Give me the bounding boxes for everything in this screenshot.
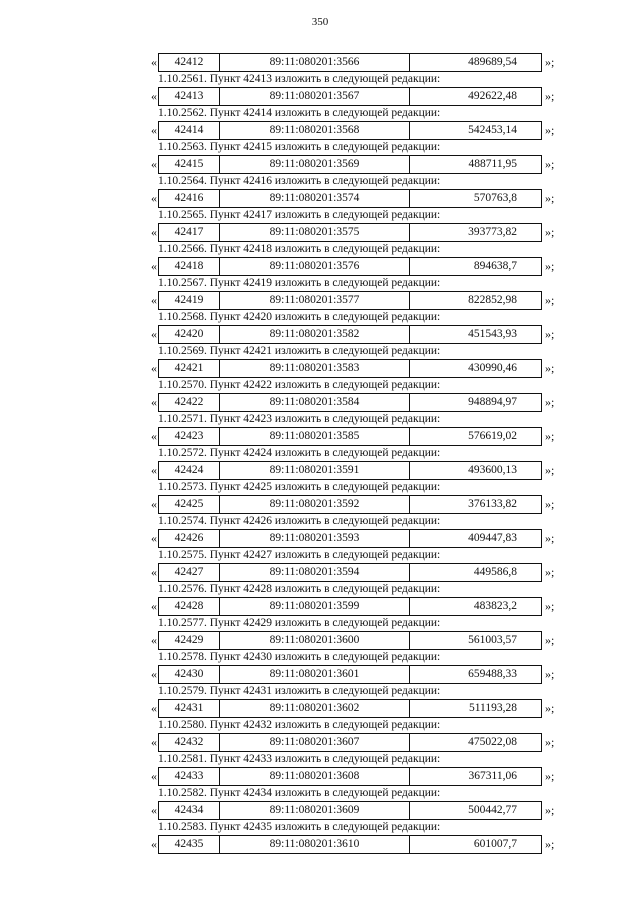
close-quote: »; — [545, 88, 555, 103]
item-number-cell: 42423 — [159, 428, 220, 445]
close-quote: »; — [545, 54, 555, 69]
table-row — [145, 188, 555, 208]
table-row-cells — [158, 495, 542, 514]
table-row-cells — [158, 427, 542, 446]
item-number-cell: 42419 — [159, 292, 220, 309]
table-row — [145, 154, 555, 174]
amendment-paragraph: 1.10.2572. Пункт 42424 изложить в следующей редакции: — [158, 447, 441, 459]
table-row — [145, 290, 555, 310]
cadastral-number-cell: 89:11:080201:3610 — [220, 836, 410, 853]
close-quote: »; — [545, 496, 555, 511]
value-cell: 367311,06 — [468, 770, 517, 782]
item-number-cell: 42424 — [159, 462, 220, 479]
item-number-cell: 42416 — [159, 190, 220, 207]
amendment-paragraph: 1.10.2567. Пункт 42419 изложить в следующей редакции: — [158, 277, 441, 289]
cadastral-number-cell: 89:11:080201:3585 — [220, 428, 410, 445]
table-row — [145, 834, 555, 854]
table-row-cells — [158, 53, 542, 72]
item-number-cell: 42435 — [159, 836, 220, 853]
table-row — [145, 698, 555, 718]
table-row-cells — [158, 529, 542, 548]
item-number-cell: 42421 — [159, 360, 220, 377]
amendment-paragraph: 1.10.2573. Пункт 42425 изложить в следующей редакции: — [158, 481, 441, 493]
value-cell: 822852,98 — [468, 294, 517, 306]
cadastral-number-cell: 89:11:080201:3608 — [220, 768, 410, 785]
close-quote: »; — [545, 768, 555, 783]
value-cell: 376133,82 — [468, 498, 517, 510]
open-quote: « — [151, 734, 157, 749]
value-cell: 500442,77 — [468, 804, 517, 816]
table-row — [145, 732, 555, 752]
value-cell: 451543,93 — [468, 328, 517, 340]
cadastral-number-cell: 89:11:080201:3607 — [220, 734, 410, 751]
table-row — [145, 596, 555, 616]
table-row-cells — [158, 801, 542, 820]
open-quote: « — [151, 394, 157, 409]
open-quote: « — [151, 632, 157, 647]
cadastral-number-cell: 89:11:080201:3566 — [220, 54, 410, 71]
close-quote: »; — [545, 258, 555, 273]
item-number-cell: 42415 — [159, 156, 220, 173]
cadastral-number-cell: 89:11:080201:3583 — [220, 360, 410, 377]
cadastral-number-cell: 89:11:080201:3594 — [220, 564, 410, 581]
close-quote: »; — [545, 598, 555, 613]
page-number: 350 — [311, 16, 329, 28]
table-row — [145, 562, 555, 582]
cadastral-number-cell: 89:11:080201:3569 — [220, 156, 410, 173]
table-row-cells — [158, 291, 542, 310]
item-number-cell: 42433 — [159, 768, 220, 785]
item-number-cell: 42429 — [159, 632, 220, 649]
table-row-cells — [158, 699, 542, 718]
amendment-paragraph: 1.10.2562. Пункт 42414 изложить в следующей редакции: — [158, 107, 441, 119]
cadastral-number-cell: 89:11:080201:3593 — [220, 530, 410, 547]
cadastral-number-cell: 89:11:080201:3582 — [220, 326, 410, 343]
value-cell: 483823,2 — [473, 600, 517, 612]
cadastral-number-cell: 89:11:080201:3575 — [220, 224, 410, 241]
close-quote: »; — [545, 292, 555, 307]
item-number-cell: 42430 — [159, 666, 220, 683]
table-row — [145, 358, 555, 378]
value-cell: 492622,48 — [468, 90, 517, 102]
open-quote: « — [151, 530, 157, 545]
close-quote: »; — [545, 530, 555, 545]
cadastral-number-cell: 89:11:080201:3602 — [220, 700, 410, 717]
open-quote: « — [151, 190, 157, 205]
open-quote: « — [151, 768, 157, 783]
value-cell: 948894,97 — [468, 396, 517, 408]
table-row — [145, 256, 555, 276]
open-quote: « — [151, 122, 157, 137]
amendment-paragraph: 1.10.2579. Пункт 42431 изложить в следующей редакции: — [158, 685, 441, 697]
open-quote: « — [151, 700, 157, 715]
open-quote: « — [151, 496, 157, 511]
table-row — [145, 392, 555, 412]
amendment-paragraph: 1.10.2577. Пункт 42429 изложить в следующей редакции: — [158, 617, 441, 629]
amendment-paragraph: 1.10.2575. Пункт 42427 изложить в следующей редакции: — [158, 549, 441, 561]
open-quote: « — [151, 258, 157, 273]
amendment-paragraph: 1.10.2563. Пункт 42415 изложить в следующей редакции: — [158, 141, 441, 153]
amendment-paragraph: 1.10.2566. Пункт 42418 изложить в следующей редакции: — [158, 243, 441, 255]
close-quote: »; — [545, 394, 555, 409]
close-quote: »; — [545, 666, 555, 681]
cadastral-number-cell: 89:11:080201:3576 — [220, 258, 410, 275]
open-quote: « — [151, 156, 157, 171]
item-number-cell: 42412 — [159, 54, 220, 71]
item-number-cell: 42432 — [159, 734, 220, 751]
table-row-cells — [158, 155, 542, 174]
amendment-paragraph: 1.10.2565. Пункт 42417 изложить в следующей редакции: — [158, 209, 441, 221]
item-number-cell: 42420 — [159, 326, 220, 343]
close-quote: »; — [545, 700, 555, 715]
value-cell: 430990,46 — [468, 362, 517, 374]
amendment-paragraph: 1.10.2561. Пункт 42413 изложить в следующей редакции: — [158, 73, 441, 85]
table-row — [145, 528, 555, 548]
table-row — [145, 766, 555, 786]
amendment-paragraph: 1.10.2576. Пункт 42428 изложить в следующей редакции: — [158, 583, 441, 595]
cadastral-number-cell: 89:11:080201:3601 — [220, 666, 410, 683]
amendment-paragraph: 1.10.2580. Пункт 42432 изложить в следующей редакции: — [158, 719, 441, 731]
close-quote: »; — [545, 326, 555, 341]
amendment-paragraph: 1.10.2564. Пункт 42416 изложить в следующей редакции: — [158, 175, 441, 187]
close-quote: »; — [545, 190, 555, 205]
table-row — [145, 120, 555, 140]
close-quote: »; — [545, 632, 555, 647]
table-row — [145, 494, 555, 514]
open-quote: « — [151, 224, 157, 239]
close-quote: »; — [545, 802, 555, 817]
table-row — [145, 86, 555, 106]
table-row — [145, 664, 555, 684]
close-quote: »; — [545, 428, 555, 443]
cadastral-number-cell: 89:11:080201:3568 — [220, 122, 410, 139]
cadastral-number-cell: 89:11:080201:3599 — [220, 598, 410, 615]
close-quote: »; — [545, 836, 555, 851]
value-cell: 576619,02 — [468, 430, 517, 442]
amendment-paragraph: 1.10.2574. Пункт 42426 изложить в следующей редакции: — [158, 515, 441, 527]
cadastral-number-cell: 89:11:080201:3600 — [220, 632, 410, 649]
table-row-cells — [158, 767, 542, 786]
item-number-cell: 42414 — [159, 122, 220, 139]
value-cell: 570763,8 — [473, 192, 517, 204]
table-row-cells — [158, 189, 542, 208]
item-number-cell: 42418 — [159, 258, 220, 275]
item-number-cell: 42413 — [159, 88, 220, 105]
open-quote: « — [151, 836, 157, 851]
value-cell: 488711,95 — [468, 158, 517, 170]
value-cell: 511193,28 — [468, 702, 517, 714]
item-number-cell: 42431 — [159, 700, 220, 717]
table-row-cells — [158, 257, 542, 276]
close-quote: »; — [545, 122, 555, 137]
close-quote: »; — [545, 224, 555, 239]
amendment-paragraph: 1.10.2571. Пункт 42423 изложить в следующей редакции: — [158, 413, 441, 425]
open-quote: « — [151, 462, 157, 477]
open-quote: « — [151, 88, 157, 103]
cadastral-number-cell: 89:11:080201:3584 — [220, 394, 410, 411]
entries-list — [145, 72, 555, 854]
item-number-cell: 42426 — [159, 530, 220, 547]
open-quote: « — [151, 54, 157, 69]
item-number-cell: 42425 — [159, 496, 220, 513]
value-cell: 542453,14 — [468, 124, 517, 136]
value-cell: 393773,82 — [468, 226, 517, 238]
value-cell: 449586,8 — [473, 566, 517, 578]
table-row — [145, 800, 555, 820]
value-cell: 409447,83 — [468, 532, 517, 544]
open-quote: « — [151, 564, 157, 579]
cadastral-number-cell: 89:11:080201:3609 — [220, 802, 410, 819]
table-row — [145, 324, 555, 344]
table-row-cells — [158, 393, 542, 412]
cadastral-number-cell: 89:11:080201:3577 — [220, 292, 410, 309]
item-number-cell: 42422 — [159, 394, 220, 411]
item-number-cell: 42417 — [159, 224, 220, 241]
value-cell: 659488,33 — [468, 668, 517, 680]
close-quote: »; — [545, 734, 555, 749]
table-row-cells — [158, 121, 542, 140]
table-row — [145, 630, 555, 650]
value-cell: 489689,54 — [468, 56, 517, 68]
table-row — [145, 52, 555, 72]
amendment-paragraph: 1.10.2583. Пункт 42435 изложить в следующей редакции: — [158, 821, 441, 833]
open-quote: « — [151, 326, 157, 341]
cadastral-number-cell: 89:11:080201:3567 — [220, 88, 410, 105]
table-row-cells — [158, 597, 542, 616]
open-quote: « — [151, 360, 157, 375]
value-cell: 493600,13 — [468, 464, 517, 476]
document-body — [145, 52, 555, 854]
table-row-cells — [158, 461, 542, 480]
open-quote: « — [151, 802, 157, 817]
table-row-cells — [158, 563, 542, 582]
value-cell: 561003,57 — [468, 634, 517, 646]
amendment-paragraph: 1.10.2569. Пункт 42421 изложить в следующей редакции: — [158, 345, 441, 357]
table-row-cells — [158, 733, 542, 752]
item-number-cell: 42428 — [159, 598, 220, 615]
table-row-cells — [158, 87, 542, 106]
cadastral-number-cell: 89:11:080201:3592 — [220, 496, 410, 513]
amendment-paragraph: 1.10.2578. Пункт 42430 изложить в следующей редакции: — [158, 651, 441, 663]
close-quote: »; — [545, 462, 555, 477]
table-row-cells — [158, 835, 542, 854]
open-quote: « — [151, 292, 157, 307]
open-quote: « — [151, 666, 157, 681]
open-quote: « — [151, 428, 157, 443]
table-row — [145, 222, 555, 242]
amendment-paragraph: 1.10.2582. Пункт 42434 изложить в следующей редакции: — [158, 787, 441, 799]
close-quote: »; — [545, 564, 555, 579]
table-row-cells — [158, 359, 542, 378]
close-quote: »; — [545, 360, 555, 375]
close-quote: »; — [545, 156, 555, 171]
table-row-cells — [158, 223, 542, 242]
cadastral-number-cell: 89:11:080201:3591 — [220, 462, 410, 479]
value-cell: 475022,08 — [468, 736, 517, 748]
open-quote: « — [151, 598, 157, 613]
table-row-cells — [158, 631, 542, 650]
item-number-cell: 42434 — [159, 802, 220, 819]
amendment-paragraph: 1.10.2570. Пункт 42422 изложить в следующей редакции: — [158, 379, 441, 391]
amendment-paragraph: 1.10.2568. Пункт 42420 изложить в следующей редакции: — [158, 311, 441, 323]
table-row — [145, 426, 555, 446]
table-row-cells — [158, 665, 542, 684]
table-row-cells — [158, 325, 542, 344]
value-cell: 894638,7 — [473, 260, 517, 272]
value-cell: 601007,7 — [473, 838, 517, 850]
cadastral-number-cell: 89:11:080201:3574 — [220, 190, 410, 207]
table-row — [145, 460, 555, 480]
item-number-cell: 42427 — [159, 564, 220, 581]
amendment-paragraph: 1.10.2581. Пункт 42433 изложить в следующей редакции: — [158, 753, 441, 765]
